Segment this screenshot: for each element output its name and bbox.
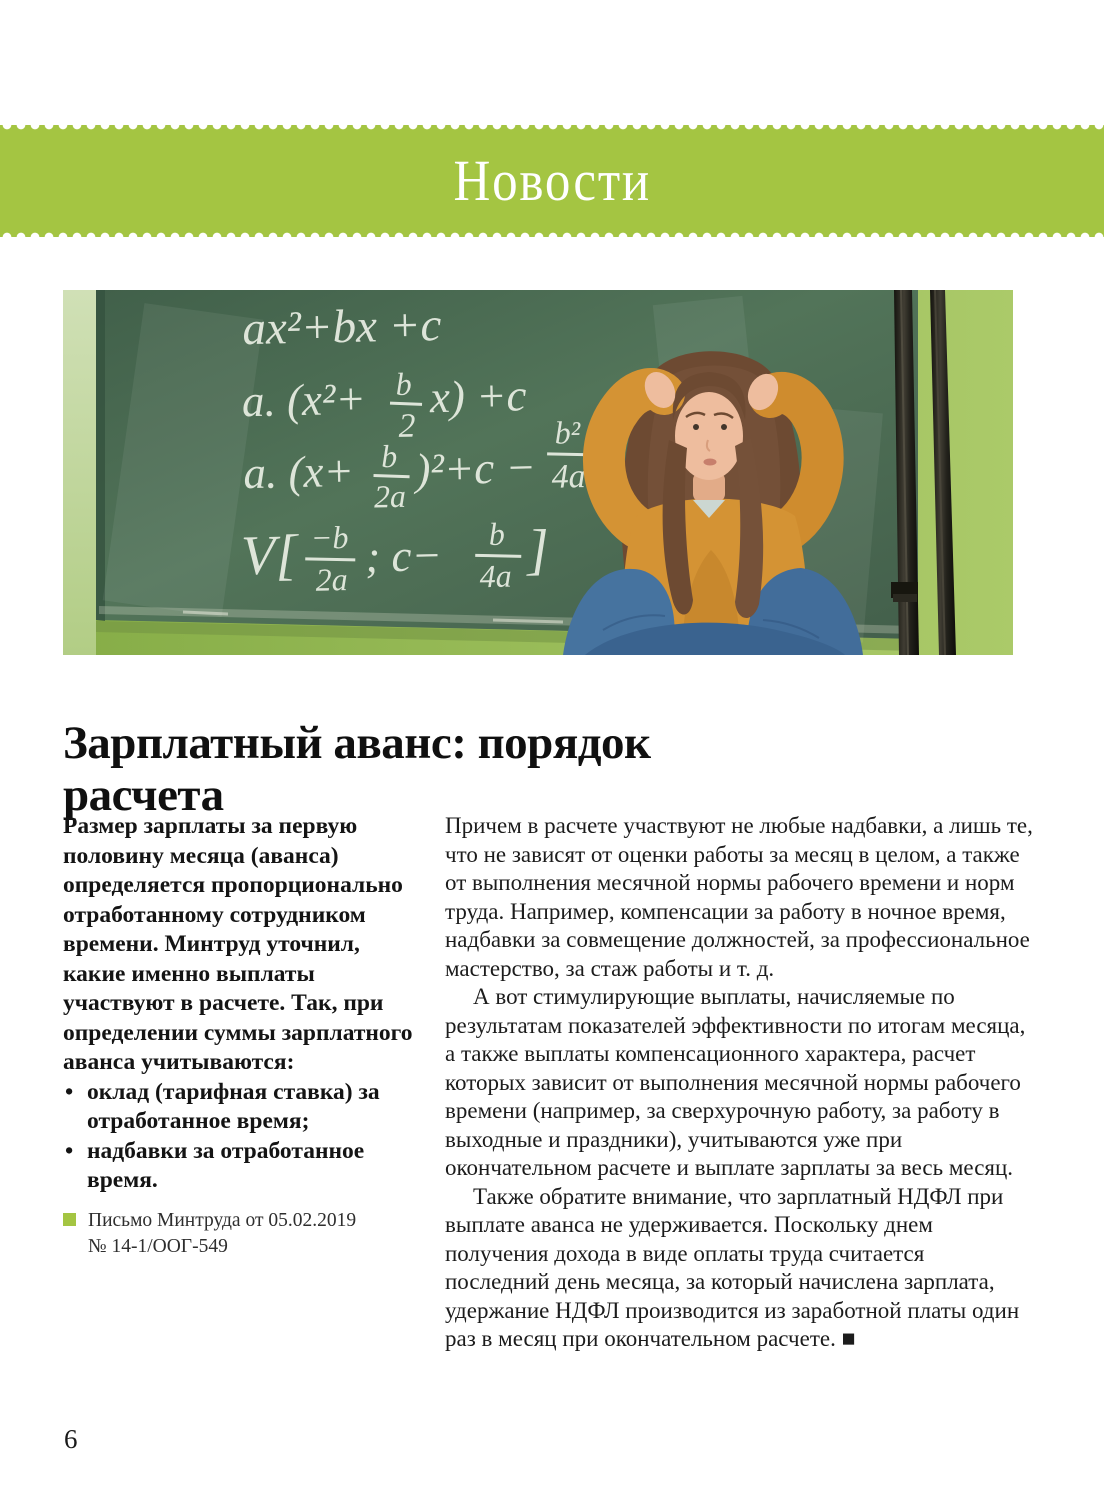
chalk-text: 2a <box>373 477 407 515</box>
body-paragraph: Причем в расчете участвуют не любые надбавки, а лишь те, что не зависят от оценки работы за месяц в целом, а также от выполнения месячной нормы рабочего времени и норм труда. Например, компенсации за работу в ночное время, надбавки за совмещение должностей, за профессиональное мастерство, за стаж работы и т. д. <box>445 813 1033 981</box>
chalk-text: x) +c <box>429 370 527 423</box>
source-note-line: Письмо Минтруда от 05.02.2019 <box>88 1209 357 1231</box>
chalk-text: a. (x²+ <box>241 373 367 427</box>
chalk-text: b <box>395 365 412 402</box>
bullet-list <box>63 1078 419 1196</box>
chalk-text: V[ <box>240 524 298 588</box>
section-banner-title: Новости <box>453 148 651 213</box>
bullet-item: • оклад (тарифная ставка) за отработанное время; <box>63 1078 419 1137</box>
chalk-text: )²+c − <box>414 442 537 495</box>
source-note-line: № 14-1/ООГ-549 <box>88 1235 228 1257</box>
body-paragraph: А вот стимулирующие выплаты, начисляемые по результатам показателей эффективности по итогам месяца, а также выплаты компенсационного характера, расчет которых зависит от выполнения месячной нормы рабочего времени (например, за сверхурочную работу, за работу в выходные и праздники), учитываются уже при окончательном расчете и выплате зарплаты за весь месяц. <box>445 984 1026 1180</box>
chalk-text: 2 <box>398 407 416 445</box>
chalk-text: ; c− <box>364 530 443 582</box>
article-photo <box>63 290 1013 655</box>
bullet-item: • надбавки за отработанное время. <box>63 1137 419 1196</box>
classroom-photo-illustration <box>63 290 1013 655</box>
photo-student <box>563 351 863 655</box>
body-paragraph: Также обратите внимание, что зарплатный НДФЛ при выплате аванса не удерживается. Поскольку днем получения дохода в виде оплаты труда считается последний день месяца, за который начислена зарплата, удержание НДФЛ производится из заработной платы один раз в месяц при окончательном расчете. ■ <box>445 1183 1020 1351</box>
chalk-text: b <box>488 515 506 553</box>
chalk-text: ] <box>526 518 550 582</box>
source-marker-icon <box>63 1213 76 1226</box>
source-note <box>63 1208 419 1260</box>
article-body <box>63 812 1041 1354</box>
article-title-line: расчета <box>63 769 224 821</box>
lead-paragraph: Размер зарплаты за первую половину месяца (аванса) определяется пропорционально отработанному сотрудником времени. Минтруд уточнил, какие именно выплаты участвуют в расчете. Так, при определении суммы зарплатного аванса учитываются: <box>63 813 413 1075</box>
chalk-text: a. (x+ <box>242 445 355 499</box>
chalk-text: 4a <box>551 458 586 496</box>
article-title <box>63 717 963 821</box>
chalk-text: b <box>380 437 398 475</box>
lead-column <box>63 812 419 1354</box>
body-column <box>445 812 1033 1354</box>
chalk-text: 4a <box>479 557 513 595</box>
chalk-text: −b <box>310 519 349 556</box>
chalk-text: b² <box>554 414 581 451</box>
article-title-line: Зарплатный аванс: порядок <box>63 717 651 769</box>
page-number: 6 <box>64 1424 78 1454</box>
chalk-text: ax²+bx +c <box>241 299 442 356</box>
section-banner <box>0 125 1104 237</box>
chalk-text: 2a <box>315 561 349 598</box>
